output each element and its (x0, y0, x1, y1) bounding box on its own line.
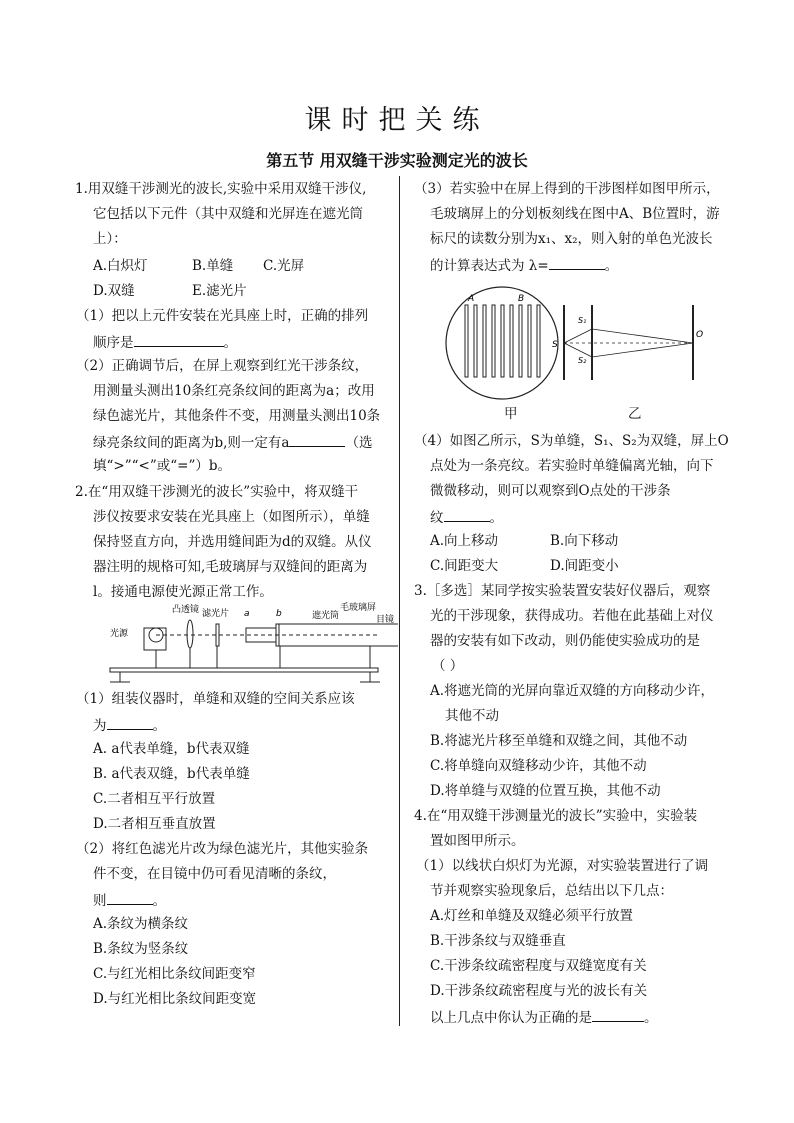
apparatus-figure (80, 600, 398, 690)
q3-option-d: D.将单缝与双缝的位置互换，其他不动 (430, 783, 661, 799)
q2-part3-line: 标尺的读数分别为x₁、x₂，则入射的单色光波长 (430, 231, 713, 247)
label-S2: S₂ (578, 356, 587, 365)
q2-part2-option: C.与红光相比条纹间距变窄 (93, 966, 256, 982)
answer-blank[interactable] (592, 1007, 644, 1022)
q1-option-e: E.滤光片 (192, 283, 247, 299)
q3-option-a-cont: 其他不动 (445, 708, 499, 724)
q1-stem-line: 它包括以下元件（其中双缝和光屏连在遮光筒 (93, 206, 363, 222)
q1-option-d: D.双缝 (93, 283, 135, 299)
q2-stem-line: 2.在“用双缝干涉测光的波长”实验中，将双缝干 (75, 484, 359, 500)
q1-option-a: A.白炽灯 (93, 258, 148, 274)
q2-part1-option: B. a代表双缝，b代表单缝 (93, 766, 250, 782)
q2-part1-line: （1）组装仪器时，单缝和双缝的空间关系应该 (76, 691, 355, 707)
q3-stem-line: 器的安装有如下改动，则仍能使实验成功的是 (430, 633, 700, 649)
q1-stem-line: 1.用双缝干涉测光的波长,实验中采用双缝干涉仪, (75, 181, 367, 197)
q2-part4-option-b: B.向下移动 (550, 533, 619, 549)
figure-label-jia: 甲 (504, 406, 518, 422)
q1-option-c: C.光屏 (263, 258, 305, 274)
q2-part1-line: 为 。 (93, 715, 166, 735)
q2-part4-option-a: A.向上移动 (430, 533, 499, 549)
q2-part2-line: 则 。 (93, 890, 166, 910)
q2-part3-line: 毛玻璃屏上的分划板刻线在图中A、B位置时，游 (430, 206, 720, 222)
q2-part3-line: （3）若实验中在屏上得到的干涉图样如图甲所示， (414, 181, 720, 197)
q3-answer-brackets[interactable]: （ ） (432, 658, 464, 674)
q2-stem-line: l。接通电源使光源正常工作。 (93, 584, 273, 600)
q1-stem-line: 上）： (93, 231, 127, 247)
page-title: 课时把关练 (304, 105, 490, 136)
label-O: O (696, 330, 704, 340)
label-filter: 滤光片 (202, 609, 230, 619)
answer-blank[interactable] (549, 255, 605, 270)
label-A: A (468, 294, 475, 304)
q3-option-c: C.将单缝向双缝移动少许，其他不动 (430, 758, 647, 774)
q2-part4-option-c: C.间距变大 (430, 558, 499, 574)
q3-option-a: A.将遮光筒的光屏向靠近双缝的方向移动少许， (430, 683, 715, 699)
q1-part2-line: 填“>”“<”或“=”）b。 (93, 458, 231, 474)
label-S: S (552, 340, 558, 350)
q2-part4-line: 点处为一条亮纹。若实验时单缝偏离光轴，向下 (430, 458, 714, 474)
q2-stem-line: 保持竖直方向，并选用缝间距为d的双缝。从仪 (93, 534, 372, 550)
q2-stem-line: 涉仪按要求安装在光具座上（如图所示），单缝 (93, 509, 370, 525)
figure-label-yi: 乙 (628, 406, 642, 422)
q4-stem-line: 置如图甲所示。 (430, 833, 525, 849)
interference-figure (430, 285, 720, 400)
answer-blank[interactable] (107, 715, 153, 730)
q1-part1-line: 顺序是 。 (93, 332, 237, 352)
q4-part1-option: D.干涉条纹疏密程度与光的波长有关 (430, 983, 648, 999)
q2-part4-option-d: D.间距变小 (550, 558, 619, 574)
q2-part1-option: D.二者相互垂直放置 (93, 816, 216, 832)
label-a: a (244, 609, 250, 619)
q2-part1-option: C.二者相互平行放置 (93, 791, 216, 807)
q4-part1-option: C.干涉条纹疏密程度与双缝宽度有关 (430, 958, 647, 974)
q2-stem-line: 器注明的规格可知,毛玻璃屏与双缝间的距离为 (93, 559, 368, 575)
answer-blank[interactable] (444, 507, 490, 522)
section-subtitle: 第五节 用双缝干涉实验测定光的波长 (266, 151, 528, 170)
q1-part2-line: 绿色滤光片，其他条件不变，用测量头测出10条 (93, 408, 381, 424)
q2-part2-line: 件不变，在目镜中仍可看见清晰的条纹， (93, 866, 336, 882)
q4-part1-answer-line: 以上几点中你认为正确的是 。 (430, 1007, 658, 1027)
q3-stem-line: 光的干涉现象，获得成功。若他在此基础上对仪 (430, 608, 714, 624)
q2-part3-line: 的计算表达式为 λ= 。 (430, 255, 618, 275)
label-tube: 遮光筒 (312, 611, 340, 621)
label-screen: 毛玻璃屏 (340, 603, 377, 613)
q4-part1-option: A.灯丝和单缝及双缝必须平行放置 (430, 908, 634, 924)
q1-option-b: B.单缝 (192, 258, 234, 274)
q2-part1-option: A. a代表单缝，b代表双缝 (93, 741, 250, 757)
q4-part1-line: （1）以线状白炽灯为光源，对实验装置进行了调 (416, 858, 709, 874)
q1-part1-line: （1）把以上元件安装在光具座上时，正确的排列 (76, 308, 369, 324)
answer-blank[interactable] (134, 332, 224, 347)
q3-stem-line: 3.［多选］某同学按实验装置安装好仪器后，观察 (414, 583, 711, 599)
label-lens: 凸透镜 (172, 605, 200, 615)
answer-blank[interactable] (289, 432, 345, 447)
label-S1: S₁ (578, 316, 587, 325)
q4-part1-line: 节并观察实验现象后，总结出以下几点： (430, 883, 673, 899)
q2-part2-option: B.条纹为竖条纹 (93, 941, 189, 957)
q1-part2-line: 用测量头测出10条红亮条纹间的距离为a；改用 (93, 383, 375, 399)
label-eyepiece: 目镜 (376, 615, 395, 625)
answer-blank[interactable] (107, 890, 153, 905)
q2-part2-line: （2）将红色滤光片改为绿色滤光片，其他实验条 (76, 841, 369, 857)
label-light-source: 光源 (110, 629, 129, 639)
q4-part1-option: B.干涉条纹与双缝垂直 (430, 933, 566, 949)
column-divider (399, 176, 400, 1026)
q4-stem-line: 4.在“用双缝干涉测量光的波长”实验中，实验装 (414, 808, 698, 824)
q2-part4-line: 纹 。 (430, 507, 503, 527)
q2-part2-option: D.与红光相比条纹间距变宽 (93, 991, 257, 1007)
label-b: b (276, 609, 282, 619)
q1-part2-line: （2）正确调节后，在屏上观察到红光干涉条纹， (76, 358, 369, 374)
label-B: B (518, 294, 525, 304)
q2-part4-line: 微微移动，则可以观察到O点处的干涉条 (430, 483, 671, 499)
q2-part4-line: （4）如图乙所示，S为单缝，S₁、S₂为双缝，屏上O (414, 433, 729, 449)
q2-part2-option: A.条纹为横条纹 (93, 916, 189, 932)
q3-option-b: B.将滤光片移至单缝和双缝之间，其他不动 (430, 733, 688, 749)
q1-part2-line: 绿亮条纹间的距离为b,则一定有a （选 (93, 432, 372, 452)
